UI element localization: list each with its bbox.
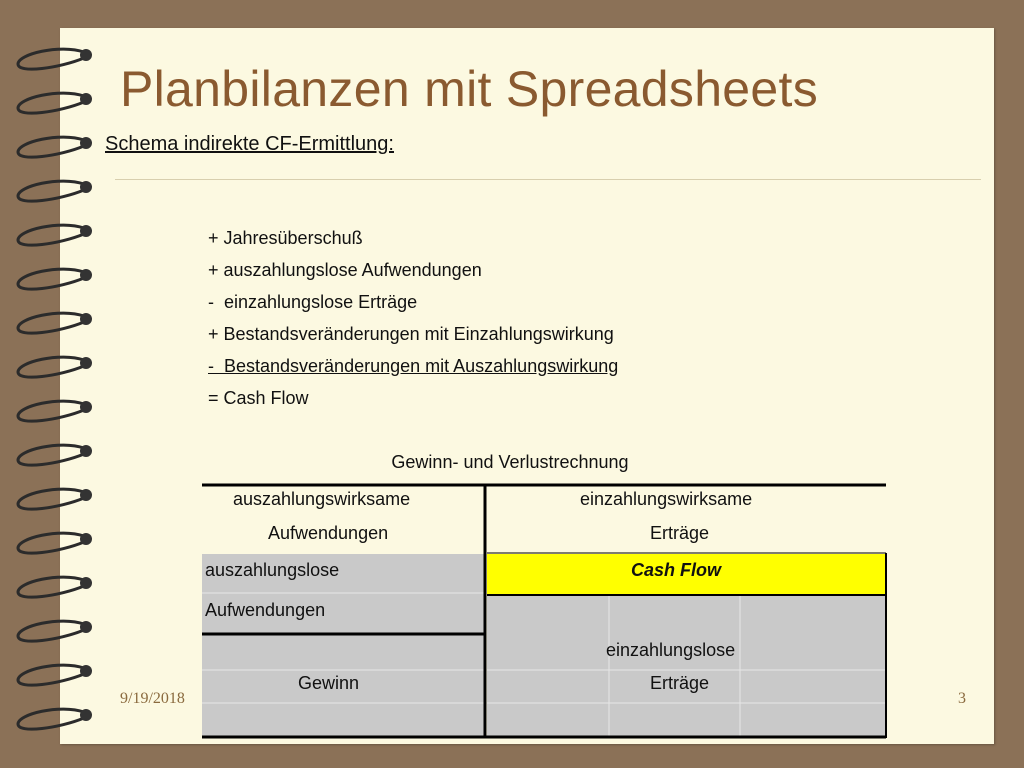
cash-flow-label: Cash Flow — [631, 560, 722, 580]
right-gray-label-2: Erträge — [650, 673, 710, 693]
slide-title: Planbilanzen mit Spreadsheets — [120, 61, 819, 117]
left-gray-label-2: Aufwendungen — [205, 600, 326, 620]
right-gray-label-1: einzahlungslose — [606, 640, 736, 660]
guv-title: Gewinn- und Verlustrechnung — [391, 452, 629, 472]
gewinn-label: Gewinn — [298, 673, 360, 693]
schema-line: + auszahlungslose Aufwendungen — [208, 260, 482, 280]
schema-line: - einzahlungslose Erträge — [208, 292, 418, 312]
right-gray-block — [487, 596, 886, 736]
footer-date: 9/19/2018 — [120, 690, 185, 707]
left-gray-label-1: auszahlungslose — [205, 560, 340, 580]
page-number: 3 — [958, 690, 966, 707]
schema-line: = Cash Flow — [208, 388, 309, 408]
right-header-line1: einzahlungswirksame — [580, 489, 753, 509]
right-header-line2: Erträge — [650, 523, 710, 543]
schema-line: + Bestandsveränderungen mit Einzahlungswirkung — [208, 324, 614, 344]
slide-subtitle: Schema indirekte CF-Ermittlung: — [105, 133, 394, 155]
left-header-line2: Aufwendungen — [268, 523, 389, 543]
schema-line: + Jahresüberschuß — [208, 228, 363, 248]
left-header-line1: auszahlungswirksame — [233, 489, 411, 509]
schema-line: - Bestandsveränderungen mit Auszahlungswirkung — [208, 356, 619, 376]
